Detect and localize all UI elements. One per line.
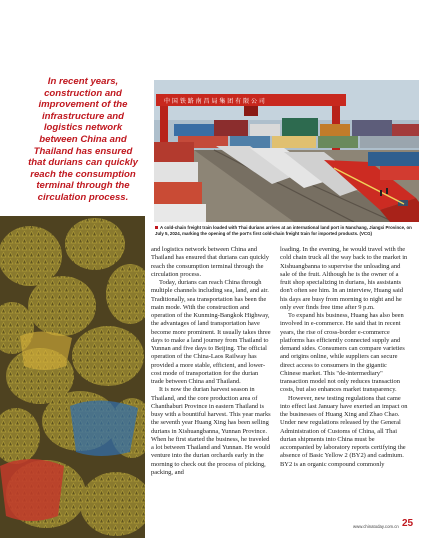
- durian-photo: [0, 216, 145, 538]
- photo-credit: (VCG): [359, 230, 372, 236]
- page-number: 25: [402, 518, 414, 529]
- article-paragraph: However, new testing regulations that came into effect last January have exerted an impact on the businesses of Huang Xing and Zhao Chao. Under new regulations released by the General Administration of Customs of China, all Thai durian shipments into China must be accompanied by laboratory reports certifying the absence of Basic Yellow 2 (BY2) and cadmium. BY2 is an organic compound commonly: [280, 394, 408, 468]
- train-photo: [154, 80, 419, 222]
- pull-quote: In recent years, construction and improvement of the infrastructure and logistics network between China and Thailand has ensured that durians can quickly reach the consumption terminal through the circulation process.: [28, 76, 138, 203]
- caption-text: A cold-chain freight train loaded with Thai durians arrives at an international land port in Nanchang, Jiangxi Province, on July 5, 2024, marking the opening of the port's first cold-chain freight train for imported products.: [155, 225, 412, 236]
- caption-marker: [155, 226, 158, 229]
- article-column-left: [151, 246, 272, 477]
- article-paragraph: It is now the durian harvest season in Thailand, and the core production area of Chanthaburi Province in eastern Thailand is busy with a bountiful harvest. This year marks the seventh year Huang Xing has been selling durians in Xishuangbanna, Yunnan Province. When he first started the business, he traveled a lot between Thailand and Yunnan. He would venture into the durian orchards early in the morning to check out the process of picking, packing, and: [151, 386, 271, 476]
- article-paragraph: Today, durians can reach China through multiple channels including sea, land, and air. Traditionally, sea transportation has been the main mode. With the construction and operation of the Kunming-Bangkok Highway, the advantages of land transportation have become more prominent. It usually takes three days to make a land journey from Thailand to Yunnan and five days to Beijing. The official operation of the China-Laos Railway has provided a more stable, efficient, and lower-cost mode of transportation for the durian trade between China and Thailand.: [151, 279, 271, 385]
- crane-signage: 中 国 铁 路 南 昌 局 集 团 有 限 公 司: [164, 98, 265, 105]
- article-paragraph: and logistics network between China and Thailand has ensured that durians can quickly reach the consumption terminal through the circulation process.: [151, 246, 269, 278]
- article-column-right: [280, 246, 408, 469]
- article-paragraph: loading. In the evening, he would travel with the cold chain truck all the way back to the market in Xishuangbanna to supervise the unloading and sale of the fruit. Although he is the owner of a fruit shop specializing in durians, his assistants don't often see him. In an interview, Huang said his days are busy from morning to night and he only ever finds free time after 9 p.m.: [280, 246, 408, 311]
- article-paragraph: To expand his business, Huang has also been involved in e-commerce. He said that in recent years, the rise of cross-border e-commerce platforms has efficiently connected supply and demand sides. Consumers can compare varieties and origins online, while suppliers can secure direct access to consumers in the gigantic Chinese market. This "de-intermediary" transaction model not only reduces transaction costs, but also enhances market transparency.: [280, 312, 405, 394]
- photo-caption: [155, 225, 417, 236]
- footer-url[interactable]: www.chinatoday.com.cn: [353, 524, 399, 529]
